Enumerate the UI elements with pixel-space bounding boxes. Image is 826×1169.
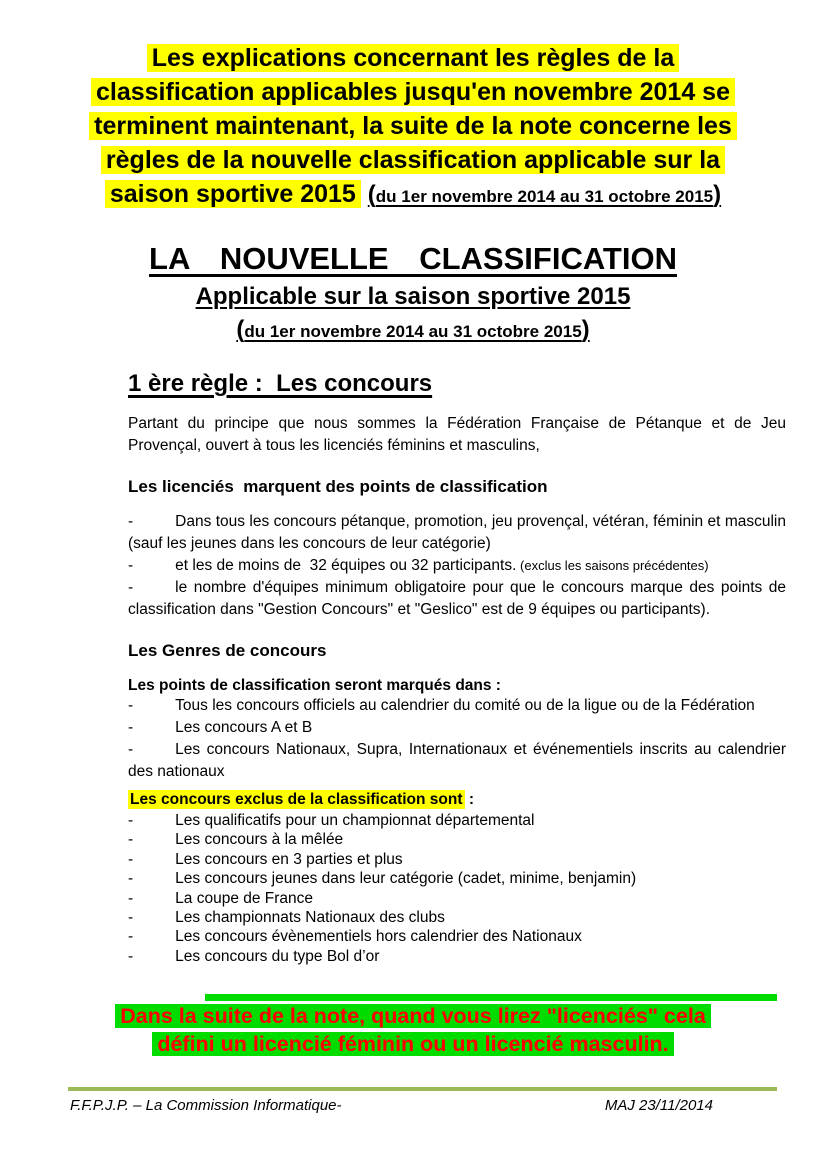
marked-heading: Les points de classification seront marqués dans : — [128, 677, 501, 694]
footer-author: F.F.P.J.P. – La Commission Informatique- — [70, 1097, 342, 1114]
intro-note-line — [0, 143, 826, 177]
list-item-text: Dans tous les concours pétanque, promotion, jeu provençal, vétéran, féminin et masculin (sauf les jeunes dans les concours de leur catégorie) — [128, 513, 786, 552]
dash-marker: - — [128, 831, 134, 849]
intro-note — [0, 0, 826, 214]
rule1-heading: 1 ère règle : Les concours — [128, 370, 433, 397]
list-item-text: Les concours jeunes dans leur catégorie (cadet, minime, benjamin) — [175, 870, 637, 888]
list-item — [128, 555, 786, 577]
list-item-note: (exclus les saisons précédentes) — [516, 558, 709, 573]
list-item — [128, 830, 786, 849]
list-item — [128, 850, 786, 869]
dash-marker: - — [128, 850, 134, 868]
rule1-intro-paragraph: Partant du principe que nous sommes la Fédération Française de Pétanque et de Jeu Provençal, ouvert à tous les licenciés féminins et masculins, — [128, 415, 786, 454]
list-item-text: Les championnats Nationaux des clubs — [175, 909, 445, 927]
footer-row — [68, 1091, 777, 1114]
list-item — [128, 695, 786, 717]
list-item-text: Les concours du type Bol d’or — [175, 947, 380, 965]
dash-marker: - — [128, 889, 134, 907]
dash-marker: - — [128, 741, 134, 758]
licencies-subheading: Les licenciés marquent des points de classification — [128, 477, 548, 496]
dash-marker: - — [128, 579, 134, 596]
season-date-range — [367, 181, 722, 208]
paren-close: ) — [713, 181, 722, 208]
excluded-heading — [128, 791, 786, 809]
highlighted-text: Les explications concernant les règles de la — [147, 44, 679, 72]
highlighted-text: Dans la suite de la note, quand vous lirez "licenciés" cela — [115, 1004, 711, 1028]
dash-marker: - — [128, 697, 134, 714]
points-list — [128, 511, 786, 621]
excluded-list — [128, 811, 786, 966]
closing-note-line — [0, 1030, 826, 1058]
title-date-range — [0, 316, 826, 344]
list-item — [128, 947, 786, 966]
excluded-heading-suffix: : — [464, 791, 474, 808]
date-range-text: du 1er novembre 2014 au 31 octobre 2015 — [375, 187, 714, 206]
highlighted-text: défini un licencié féminin ou un licencié masculin. — [152, 1032, 673, 1056]
list-item — [128, 908, 786, 927]
intro-note-line — [0, 41, 826, 75]
subtitle: Applicable sur la saison sportive 2015 — [195, 283, 631, 310]
list-item — [128, 739, 786, 783]
list-item-text: le nombre d'équipes minimum obligatoire pour que le concours marque des points de classification dans "Gestion Concours" et "Geslico" est de 9 équipes ou participants). — [128, 579, 786, 618]
date-range-text: du 1er novembre 2014 au 31 octobre 2015 — [244, 322, 582, 341]
closing-note-line — [0, 1002, 826, 1030]
green-highlight-strip — [205, 994, 777, 1001]
list-item — [128, 927, 786, 946]
dash-marker: - — [128, 870, 134, 888]
dash-marker: - — [128, 719, 134, 736]
list-item — [128, 577, 786, 621]
dash-marker: - — [128, 928, 134, 946]
list-item-text: Les concours A et B — [175, 719, 313, 736]
list-item-text: Les qualificatifs pour un championnat départemental — [175, 812, 535, 829]
intro-note-line — [0, 177, 826, 214]
paren-open: ( — [236, 316, 245, 343]
footer-date: MAJ 23/11/2014 — [604, 1097, 713, 1114]
list-item-text: Tous les concours officiels au calendrier du comité ou de la ligue ou de la Fédération — [175, 697, 755, 714]
list-item-text: Les concours évènementiels hors calendrier des Nationaux — [175, 928, 582, 946]
list-item — [128, 869, 786, 888]
dash-marker: - — [128, 557, 134, 574]
list-item-text: La coupe de France — [175, 889, 314, 907]
list-item-text: Les concours en 3 parties et plus — [175, 850, 403, 868]
list-item-text: Les concours à la mêlée — [175, 831, 344, 849]
dash-marker: - — [128, 947, 134, 965]
dash-marker: - — [128, 909, 134, 927]
list-item-text: et les de moins de 32 équipes ou 32 participants. — [175, 557, 517, 574]
closing-note — [0, 1002, 826, 1058]
list-item — [128, 717, 786, 739]
body-column — [128, 344, 786, 966]
highlighted-text: classification applicables jusqu'en novembre 2014 se — [91, 78, 735, 106]
list-item-text: Les concours Nationaux, Supra, Internationaux et événementiels inscrits au calendrier des nationaux — [128, 741, 786, 780]
highlighted-text: règles de la nouvelle classification applicable sur la — [101, 146, 725, 174]
date-range-underlined — [236, 316, 590, 343]
list-item — [128, 889, 786, 908]
paren-close: ) — [581, 316, 590, 343]
highlighted-text: saison sportive 2015 — [105, 180, 361, 208]
list-item — [128, 511, 786, 555]
paren-open: ( — [367, 181, 376, 208]
intro-note-line — [0, 109, 826, 143]
highlighted-text: terminent maintenant, la suite de la note concerne les — [89, 112, 737, 140]
intro-note-line — [0, 75, 826, 109]
marked-list — [128, 695, 786, 783]
genres-subheading: Les Genres de concours — [128, 641, 327, 660]
dash-marker: - — [128, 513, 134, 530]
dash-marker: - — [128, 812, 134, 829]
main-title: LA NOUVELLE CLASSIFICATION — [149, 241, 677, 276]
highlighted-text: Les concours exclus de la classification sont — [130, 791, 463, 808]
list-item — [128, 811, 786, 830]
page-footer — [68, 1087, 777, 1114]
